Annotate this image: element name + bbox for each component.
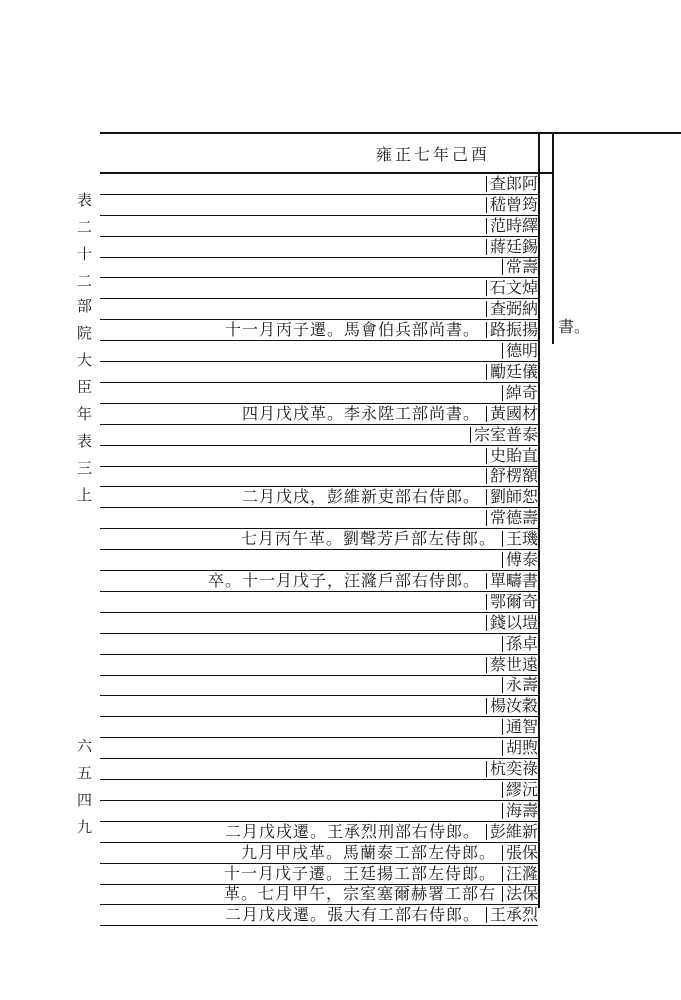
table-row <box>100 195 538 216</box>
table-row <box>100 404 538 425</box>
official-name: 單疇書 <box>486 573 538 589</box>
official-name: 彭維新 <box>486 824 538 840</box>
table-row <box>100 174 538 195</box>
official-name: 查弼納 <box>486 301 538 317</box>
top-rule <box>100 132 681 134</box>
official-name: 范時繹 <box>486 218 538 234</box>
table-row <box>100 237 538 258</box>
official-name: 永壽 <box>502 677 538 693</box>
table-row <box>100 425 538 446</box>
official-name: 常德壽 <box>486 510 538 526</box>
year-header: 雍正七年己酉 <box>376 145 491 164</box>
table-row <box>100 738 538 759</box>
table-row <box>100 508 538 529</box>
official-name: 鄂爾奇 <box>486 594 538 610</box>
official-name: 路振揚 <box>486 322 538 338</box>
official-name: 汪漋 <box>502 866 538 882</box>
official-name: 常壽 <box>502 259 538 275</box>
table-row <box>100 655 538 676</box>
table-row <box>100 383 538 404</box>
official-name: 法保 <box>502 886 538 902</box>
table-row <box>100 550 538 571</box>
appointment-event: 二月戊戌遷。張大有工部右侍郎。 <box>224 905 480 925</box>
table-row <box>100 320 538 341</box>
appointment-event: 二月戊戌，彭維新吏部右侍郎。 <box>241 487 480 507</box>
official-name: 錢以塏 <box>486 615 538 631</box>
table-row <box>100 697 538 718</box>
official-name: 孫卓 <box>502 636 538 652</box>
table-row <box>100 299 538 320</box>
table-row <box>100 446 538 467</box>
far-right-note: 書。 <box>558 317 591 336</box>
official-name: 德明 <box>502 343 538 359</box>
appointment-event: 四月戊戌革。李永陞工部尚書。 <box>241 403 480 423</box>
official-name: 楊汝穀 <box>486 698 538 714</box>
table-row <box>100 279 538 300</box>
table-row <box>100 634 538 655</box>
official-name: 嵇曾筠 <box>486 197 538 213</box>
table-row <box>100 906 538 927</box>
table-row <box>100 822 538 843</box>
appointment-event: 革。七月甲午，宗室塞爾赫署工部右 <box>223 884 496 904</box>
table-title: 表二十二 <box>75 192 93 300</box>
table-row <box>100 613 538 634</box>
official-name: 宗室普泰 <box>470 427 538 443</box>
appointment-event: 七月丙午革。劉聲芳戶部左侍郎。 <box>240 529 496 549</box>
table-row <box>100 780 538 801</box>
page-number: 六五四九 <box>75 738 93 846</box>
table-row <box>100 529 538 550</box>
table-row <box>100 843 538 864</box>
table-row <box>100 467 538 488</box>
official-name: 繆沅 <box>502 782 538 798</box>
table-row <box>100 759 538 780</box>
appointment-event: 十一月丙子遷。馬會伯兵部尚書。 <box>224 320 480 340</box>
official-name: 勵廷儀 <box>486 364 538 380</box>
appointment-event: 十一月戊子遷。王廷揚工部左侍郎。 <box>223 863 496 883</box>
table-row <box>100 362 538 383</box>
official-name: 綽奇 <box>502 385 538 401</box>
table-row <box>100 571 538 592</box>
table-row <box>100 676 538 697</box>
official-name: 胡煦 <box>502 740 538 756</box>
appointment-event: 九月甲戌革。馬蘭泰工部左侍郎。 <box>240 842 496 862</box>
appointment-event: 二月戊戌遷。王承烈刑部右侍郎。 <box>224 821 480 841</box>
official-name: 海壽 <box>502 803 538 819</box>
appointment-event: 卒。十一月戊子，汪漋戶部右侍郎。 <box>207 570 480 590</box>
official-name: 舒楞額 <box>486 468 538 484</box>
official-name: 劉師恕 <box>486 489 538 505</box>
official-name: 史貽直 <box>486 448 538 464</box>
column-divider <box>538 132 540 908</box>
official-name: 石文焯 <box>486 280 538 296</box>
official-name: 黃國材 <box>486 406 538 422</box>
table-row <box>100 885 538 906</box>
table-row <box>100 341 538 362</box>
table-row <box>100 864 538 885</box>
official-name: 查郎阿 <box>486 176 538 192</box>
official-name: 王璣 <box>502 531 538 547</box>
outer-column-divider <box>552 132 554 344</box>
official-name: 蔣廷錫 <box>486 239 538 255</box>
official-name: 通智 <box>502 719 538 735</box>
official-name: 蔡世遠 <box>486 657 538 673</box>
table-row <box>100 717 538 738</box>
section-title: 部院大臣年表三上 <box>75 298 93 514</box>
official-name: 傅泰 <box>502 552 538 568</box>
table-row <box>100 801 538 822</box>
table-row <box>100 258 538 279</box>
table-row <box>100 488 538 509</box>
official-name: 王承烈 <box>486 907 538 923</box>
table-row <box>100 592 538 613</box>
official-name: 杭奕祿 <box>486 761 538 777</box>
table-row <box>100 216 538 237</box>
official-name: 張保 <box>502 845 538 861</box>
